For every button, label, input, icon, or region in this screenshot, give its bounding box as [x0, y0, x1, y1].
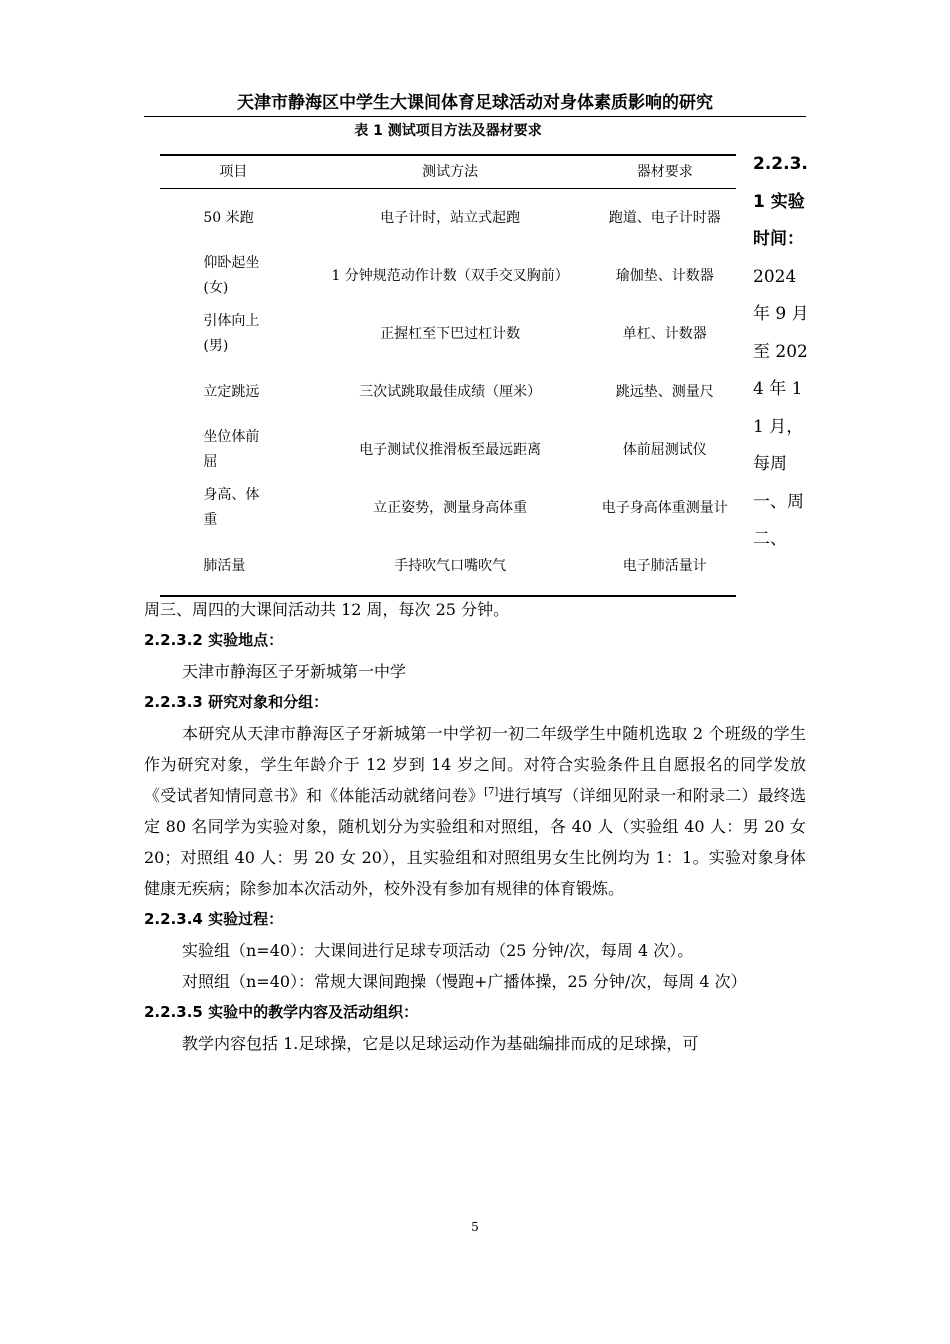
- section-2233-text-a: 本研究从天津市静海区子牙新城第一中学初一初二年级学生中随机选取 2 个班级的学生作为研究对象，学生年龄介于 12 岁到 14 岁之间。对符合实验条件且自愿报名的同学发放《受试者知情同意书》和《体能活动就绪问卷》: [144, 724, 806, 805]
- section-2235-text: 教学内容包括 1.足球操，它是以足球运动作为基础编排而成的足球操，可: [182, 1034, 699, 1053]
- cell-item: 身高、体重: [203, 487, 260, 528]
- column-header-item: 项目: [160, 155, 307, 189]
- cell-item: 引体向上(男): [203, 313, 260, 354]
- table-row: [160, 189, 736, 248]
- cell-item: 坐位体前屈: [203, 429, 260, 470]
- running-header: 天津市静海区中学生大课间体育足球活动对身体素质影响的研究: [144, 92, 806, 117]
- column-header-equipment: 器材要求: [594, 155, 737, 189]
- table-row: [160, 421, 736, 479]
- cell-method: 三次试跳取最佳成绩（厘米）: [359, 383, 542, 400]
- section-2231-text-start: 2024 年 9 月至 2024 年 11 月，每周一、周二、: [753, 266, 809, 549]
- cell-method: 正握杠至下巴过杠计数: [380, 325, 521, 342]
- section-2235-heading: 2.2.3.5 实验中的教学内容及活动组织：: [144, 1003, 419, 1021]
- table-row: [160, 247, 736, 305]
- section-2234-line1: 实验组（n=40）：大课间进行足球专项活动（25 分钟/次，每周 4 次）。: [182, 941, 694, 960]
- section-2231-continuation: 周三、周四的大课间活动共 12 周，每次 25 分钟。: [144, 600, 510, 619]
- section-2231-wrapped-text: [753, 146, 813, 559]
- table-row: [160, 479, 736, 537]
- cell-method: 电子测试仪推滑板至最远距离: [359, 441, 542, 458]
- test-items-table: [160, 154, 736, 597]
- body-text: [144, 594, 806, 1059]
- column-header-method: 测试方法: [307, 155, 594, 189]
- section-2231-heading: 2.2.3.1 实验时间：: [753, 154, 808, 249]
- section-2233-text-b: 进行填写（详细见附录一和附录二）最终选定 80 名同学为实验对象，随机划分为实验组和对照组，各 40 人（实验组 40 人：男 20 女 20；对照组 40 人：男 20 女 20），且实验组和对照组男女生比例均为 1：1。实验对象身体健康无疾病；除参加本次活动外，校外没有参加有规律的体育锻炼。: [144, 786, 806, 898]
- table-header-row: [160, 155, 736, 189]
- cell-method: 1 分钟规范动作计数（双手交叉胸前）: [331, 267, 569, 284]
- cell-item: 50 米跑: [203, 209, 254, 226]
- section-2232-text: 天津市静海区子牙新城第一中学: [182, 662, 407, 681]
- cell-equipment: 电子身高体重测量计: [601, 499, 728, 516]
- citation-ref: [7]: [484, 786, 499, 798]
- table-row: [160, 363, 736, 421]
- cell-equipment: 电子肺活量计: [594, 537, 737, 596]
- section-2234-heading: 2.2.3.4 实验过程：: [144, 910, 284, 928]
- cell-equipment: 跑道、电子计时器: [608, 209, 721, 226]
- cell-equipment: 单杠、计数器: [622, 325, 707, 342]
- cell-equipment: 体前屈测试仪: [622, 441, 707, 458]
- cell-equipment: 瑜伽垫、计数器: [615, 267, 714, 284]
- cell-method: 电子计时，站立式起跑: [380, 209, 521, 226]
- page-number: 5: [471, 1220, 479, 1234]
- cell-item: 肺活量: [160, 537, 307, 596]
- section-2233-paragraph: [144, 718, 806, 904]
- cell-item: 立定跳远: [203, 383, 260, 400]
- cell-method: 手持吹气口嘴吹气: [307, 537, 594, 596]
- table-row: [160, 537, 736, 596]
- section-2233-heading: 2.2.3.3 研究对象和分组：: [144, 693, 329, 711]
- table-row: [160, 305, 736, 363]
- cell-equipment: 跳远垫、测量尺: [615, 383, 714, 400]
- section-2232-heading: 2.2.3.2 实验地点：: [144, 631, 284, 649]
- cell-method: 立正姿势，测量身高体重: [373, 499, 528, 516]
- table-caption: 表 1 测试项目方法及器材要求: [354, 123, 542, 139]
- section-2234-line2: 对照组（n=40）：常规大课间跑操（慢跑+广播体操，25 分钟/次，每周 4 次）: [182, 972, 747, 991]
- cell-item: 仰卧起坐(女): [203, 255, 260, 296]
